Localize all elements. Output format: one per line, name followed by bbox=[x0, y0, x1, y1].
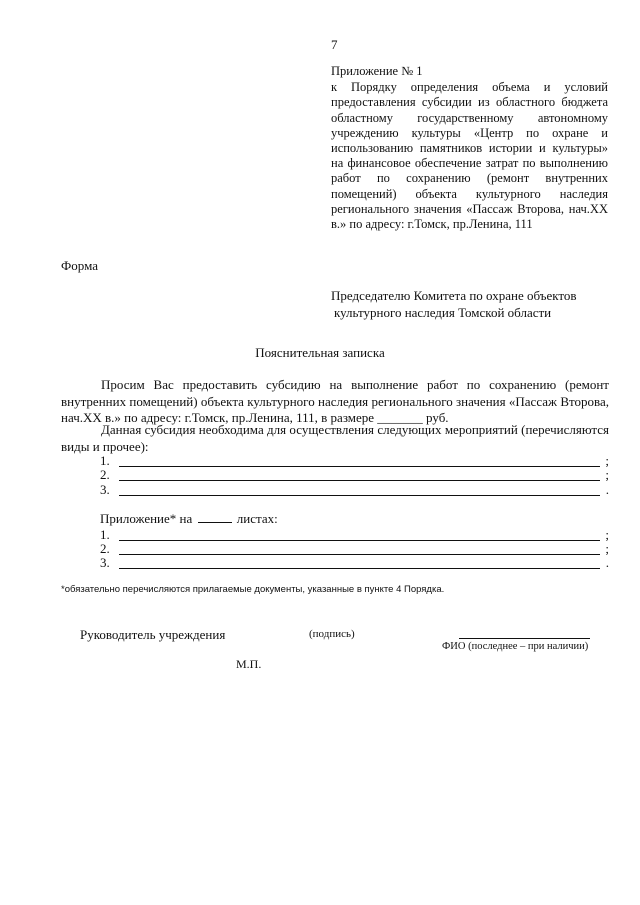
activity-blank-line bbox=[119, 480, 600, 481]
fio-label: ФИО (последнее – при наличии) bbox=[442, 641, 589, 652]
activity-number: 2. bbox=[100, 467, 110, 482]
form-label: Форма bbox=[61, 258, 98, 273]
activity-punct: ; bbox=[605, 453, 609, 468]
attachments-label-after: листах: bbox=[236, 511, 278, 526]
stamp-place-label: М.П. bbox=[236, 657, 262, 671]
attachment-number: 1. bbox=[100, 527, 110, 542]
document-title: Пояснительная записка bbox=[255, 345, 385, 360]
attachments-label bbox=[100, 511, 278, 527]
activity-row bbox=[100, 467, 609, 483]
activity-punct: ; bbox=[605, 467, 609, 482]
appendix-header bbox=[331, 64, 608, 232]
signature-label: (подпись) bbox=[309, 628, 355, 640]
attachments-label-before: Приложение* на bbox=[100, 511, 193, 526]
attachment-number: 2. bbox=[100, 541, 110, 556]
head-of-institution-label: Руководитель учреждения bbox=[80, 627, 226, 642]
sheets-count-blank bbox=[198, 521, 232, 523]
appendix-title: Приложение № 1 bbox=[331, 64, 423, 78]
footnote: *обязательно перечисляются прилагаемые документы, указанные в пункте 4 Порядка. bbox=[61, 584, 445, 595]
attachment-punct: ; bbox=[605, 527, 609, 542]
page-number: 7 bbox=[331, 37, 338, 52]
activity-number: 1. bbox=[100, 453, 110, 468]
fio-blank-line bbox=[459, 638, 590, 639]
activity-blank-line bbox=[119, 495, 600, 496]
activity-row bbox=[100, 482, 609, 498]
attachment-number: 3. bbox=[100, 555, 110, 570]
activity-punct: . bbox=[605, 482, 609, 497]
addressee-line-2: культурного наследия Томской области bbox=[334, 305, 552, 320]
attachment-punct: ; bbox=[605, 541, 609, 556]
purpose-paragraph: Данная субсидия необходима для осуществления следующих мероприятий (перечисляются виды и прочее): bbox=[61, 422, 609, 454]
appendix-text: к Порядку определения объема и условий предоставления субсидии из областного бюджета областному государственному автономному учреждению культуры «Центр по охране и использованию памятников истории и культуры» на финансовое обеспечение затрат по выполнению работ по сохранению (ремонт внутренних помещений) объекта культурного наследия регионального значения «Пассаж Второва, нач.XX в.» по адресу: г.Томск, пр.Ленина, 111 bbox=[331, 80, 608, 232]
attachment-punct: . bbox=[605, 555, 609, 570]
request-paragraph: Просим Вас предоставить субсидию на выполнение работ по сохранению (ремонт внутренних помещений) объекта культурного наследия регионального значения «Пассаж Второва, нач.XX в.» по адресу: г.Томск, пр.Ленина, 111, в размере _______ руб. bbox=[61, 377, 609, 425]
activity-number: 3. bbox=[100, 482, 110, 497]
attachment-row bbox=[100, 555, 609, 571]
addressee-line-1: Председателю Комитета по охране объектов bbox=[331, 288, 577, 303]
attachment-blank-line bbox=[119, 568, 600, 569]
addressee bbox=[331, 287, 577, 321]
